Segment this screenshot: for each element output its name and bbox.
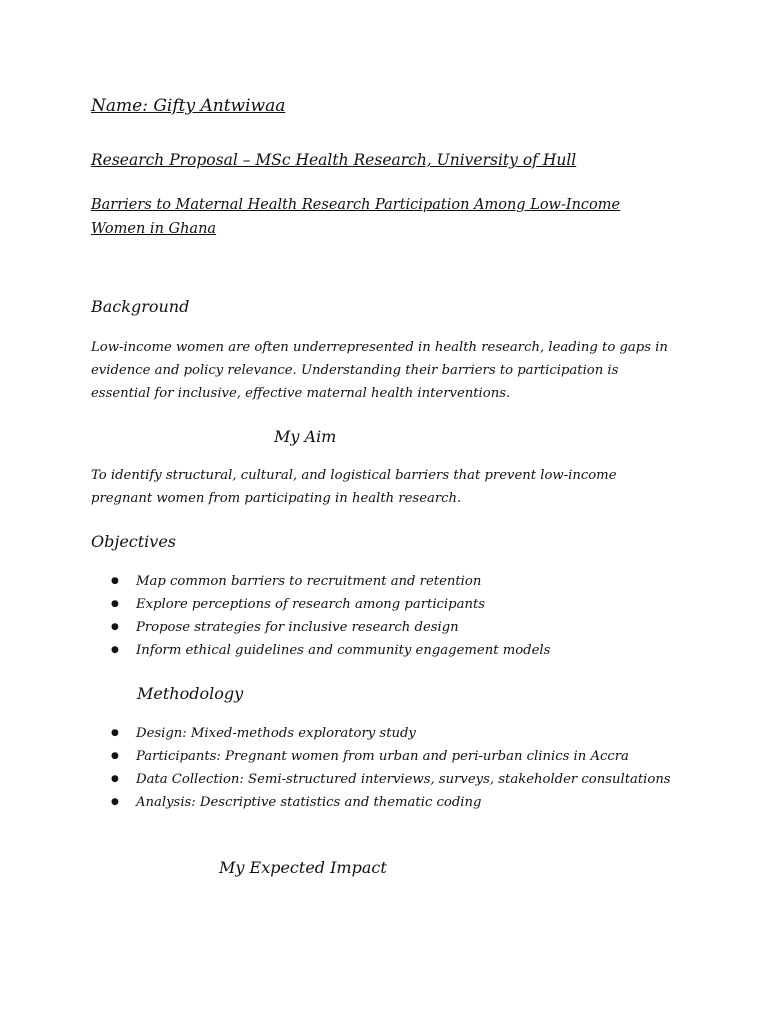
objectives-list: [91, 570, 681, 662]
objective-item: ● Map common barriers to recruitment and retention: [91, 570, 681, 593]
proposal-title: Barriers to Maternal Health Research Participation Among Low-Income Women in Ghana: [91, 197, 621, 237]
methodology-item: ● Design: Mixed-methods exploratory study: [91, 722, 681, 745]
methodology-item: ● Participants: Pregnant women from urban and peri-urban clinics in Accra: [91, 745, 681, 768]
objective-item: ● Propose strategies for inclusive research design: [91, 616, 681, 639]
methodology-heading: Methodology: [137, 684, 244, 703]
proposal-line: Research Proposal – MSc Health Research, University of Hull: [91, 151, 577, 169]
background-heading: Background: [91, 297, 190, 316]
background-paragraph: Low-income women are often underrepresented in health research, leading to gaps in evidence and policy relevance. Understanding their barriers to participation is essential for inclusive, effective maternal health interventions.: [91, 340, 668, 401]
author-name: Name: Gifty Antwiwaa: [91, 96, 286, 116]
objectives-heading: Objectives: [91, 532, 177, 551]
objective-item: ● Inform ethical guidelines and community engagement models: [91, 639, 681, 662]
methodology-list: [91, 722, 681, 814]
aim-heading: My Aim: [274, 427, 337, 446]
impact-heading: My Expected Impact: [219, 858, 387, 877]
aim-paragraph: To identify structural, cultural, and logistical barriers that prevent low-income pregnant women from participating in health research.: [91, 468, 617, 506]
methodology-item: ● Data Collection: Semi-structured interviews, surveys, stakeholder consultations: [91, 768, 681, 791]
objective-item: ● Explore perceptions of research among participants: [91, 593, 681, 616]
methodology-item: ● Analysis: Descriptive statistics and thematic coding: [91, 791, 681, 814]
